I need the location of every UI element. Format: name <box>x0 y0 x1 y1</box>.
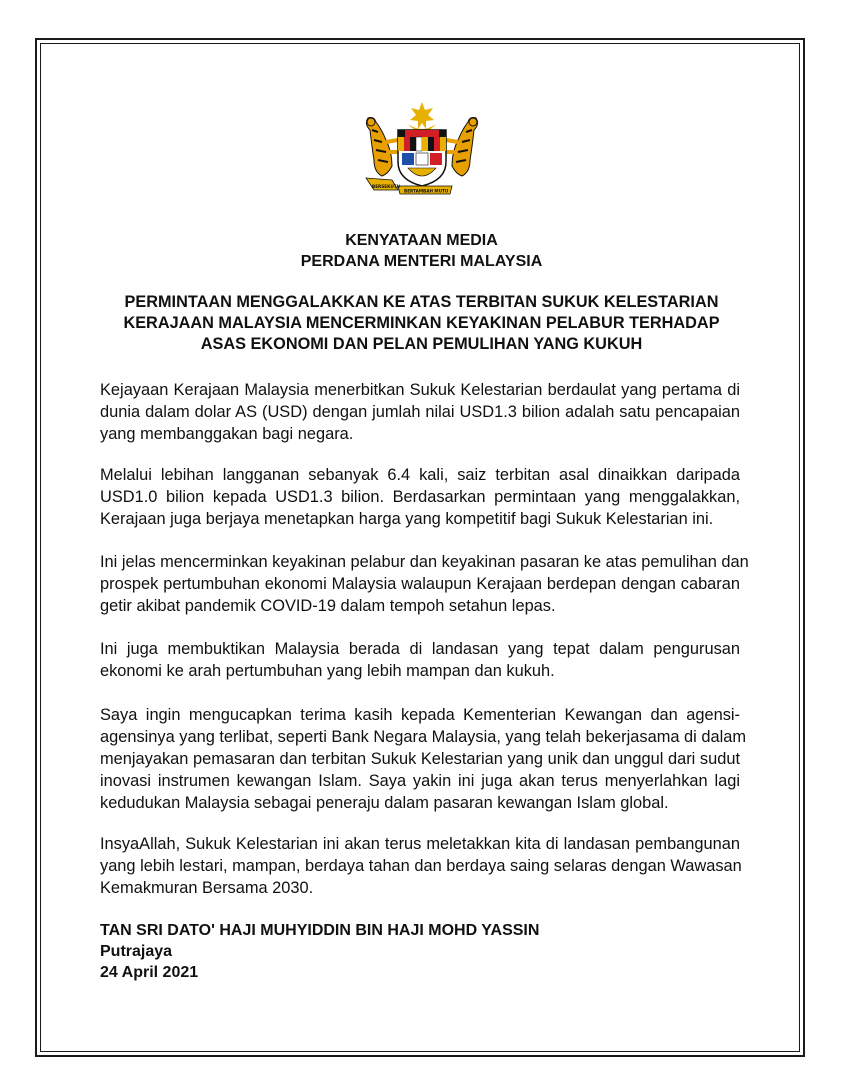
paragraph-line: yang membanggakan bagi negara. <box>100 425 354 443</box>
paragraph-line: prospek pertumbuhan ekonomi Malaysia walaupun Kerajaan berdepan dengan cabaran <box>100 575 740 593</box>
left-tiger <box>366 118 398 177</box>
right-tiger <box>446 118 478 177</box>
headline-line: PERMINTAAN MENGGALAKKAN KE ATAS TERBITAN SUKUK KELESTARIAN <box>124 293 719 311</box>
paragraph-line: Saya ingin mengucapkan terima kasih kepada Kementerian Kewangan dan agensi- <box>100 706 740 724</box>
paragraph <box>100 638 740 682</box>
paragraph <box>100 833 740 899</box>
headline <box>60 292 783 355</box>
paragraph-line: Kemakmuran Bersama 2030. <box>100 879 314 897</box>
paragraph-line: Kejayaan Kerajaan Malaysia menerbitkan Sukuk Kelestarian berdaulat yang pertama di <box>100 381 740 399</box>
paragraph-line: kedudukan Malaysia sebagai peneraju dalam pasaran kewangan Islam global. <box>100 794 669 812</box>
signatory-name: TAN SRI DATO' HAJI MUHYIDDIN BIN HAJI MOHD YASSIN <box>100 922 540 939</box>
paragraph-line: USD1.0 bilion kepada USD1.3 bilion. Berdasarkan permintaan yang menggalakkan, <box>100 488 740 506</box>
paragraph-line: Kerajaan juga berjaya menetapkan harga yang kompetitif bagi Sukuk Kelestarian ini. <box>100 510 714 528</box>
crest-star <box>410 102 434 129</box>
media-statement-title: KENYATAAN MEDIA <box>345 232 498 249</box>
paragraph-line: Ini juga membuktikan Malaysia berada di landasan yang tepat dalam pengurusan <box>100 640 740 658</box>
paragraph-line: agensinya yang terlibat, seperti Bank Negara Malaysia, yang telah bekerjasama di dalam <box>100 728 746 746</box>
signoff-date: 24 April 2021 <box>100 964 199 981</box>
paragraph <box>100 464 740 530</box>
svg-text:BERSEKUTU: BERSEKUTU <box>372 184 400 189</box>
paragraph <box>100 704 746 814</box>
signoff <box>100 920 539 983</box>
paragraph-line: InsyaAllah, Sukuk Kelestarian ini akan terus meletakkan kita di landasan pembangunan <box>100 835 740 853</box>
paragraph-line: getir akibat pandemik COVID-19 dalam tempoh setahun lepas. <box>100 597 556 615</box>
paragraph-line: Ini jelas mencerminkan keyakinan pelabur dan keyakinan pasaran ke atas pemulihan dan <box>100 553 749 571</box>
paragraph-line: yang lebih lestari, mampan, berdaya tahan dan berdaya saing selaras dengan Wawasan <box>100 857 742 875</box>
crest-shield <box>398 130 446 186</box>
paragraph-line: Melalui lebihan langganan sebanyak 6.4 kali, saiz terbitan asal dinaikkan daripada <box>100 466 740 484</box>
paragraph-line: dunia dalam dolar AS (USD) dengan jumlah nilai USD1.3 bilion adalah satu pencapaian <box>100 403 740 421</box>
coat-of-arms-icon <box>352 100 492 200</box>
issuer-title: PERDANA MENTERI MALAYSIA <box>300 253 543 270</box>
svg-text:BERTAMBAH MUTU: BERTAMBAH MUTU <box>404 188 449 194</box>
headline-line: ASAS EKONOMI DAN PELAN PEMULIHAN YANG KUKUH <box>200 335 643 353</box>
paragraph <box>100 379 740 445</box>
paragraph-line: inovasi instrumen kewangan Islam. Saya yakin ini juga akan terus menyerlahkan lagi <box>100 772 740 790</box>
signoff-place: Putrajaya <box>100 943 173 960</box>
paragraph-line: ekonomi ke arah pertumbuhan yang lebih mampan dan kukuh. <box>100 662 555 680</box>
paragraph-line: menjayakan pemasaran dan terbitan Sukuk Kelestarian yang unik dan unggul dari sudut <box>100 750 740 768</box>
headline-line: KERAJAAN MALAYSIA MENCERMINKAN KEYAKINAN PELABUR TERHADAP <box>123 314 720 332</box>
paragraph <box>100 551 749 617</box>
